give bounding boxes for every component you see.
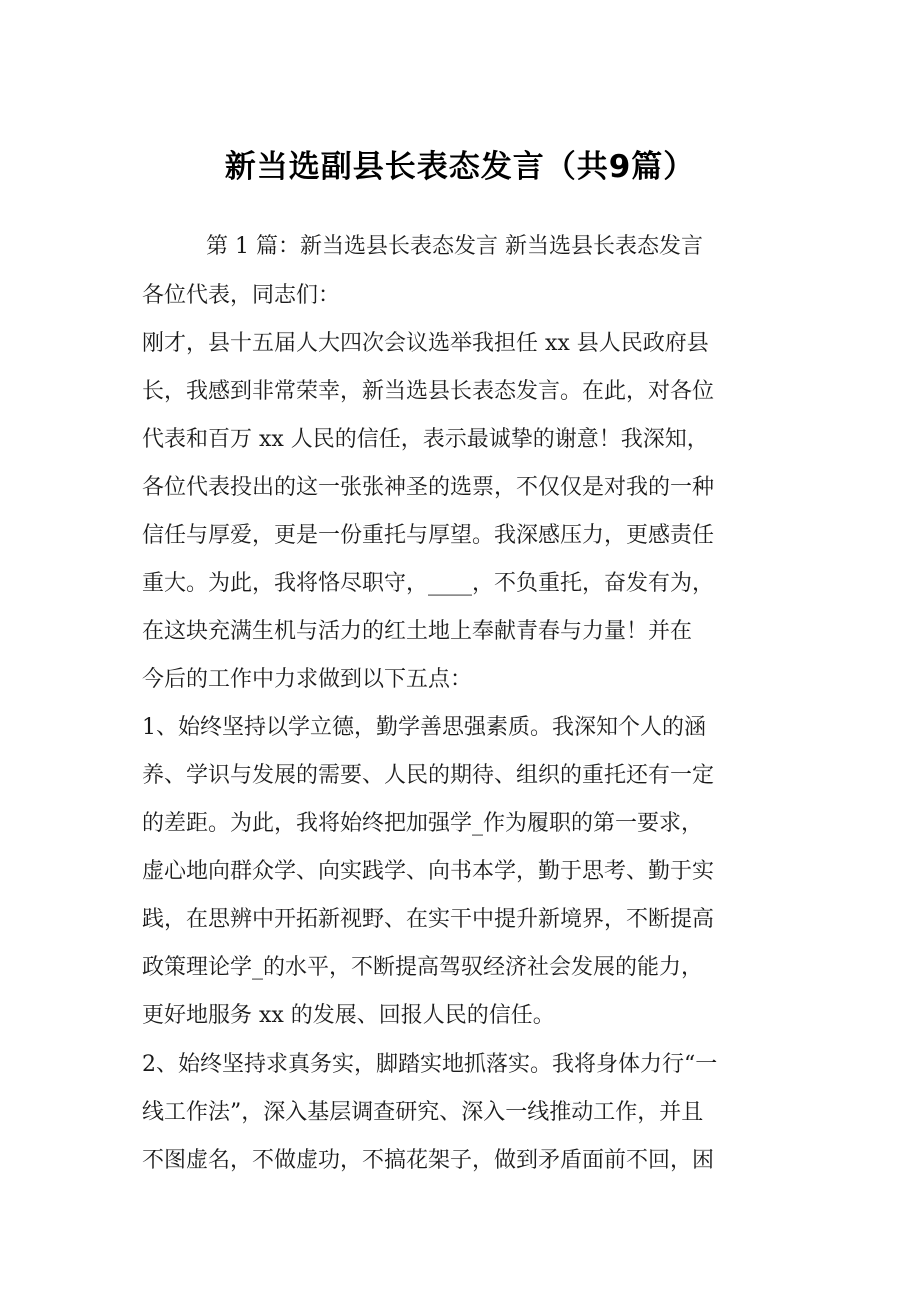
paragraph-line: 养、学识与发展的需要、人民的期待、组织的重托还有一定 <box>142 763 715 788</box>
paragraph-line: 线工作法”，深入基层调查研究、深入一线推动工作，并且 <box>142 1100 704 1125</box>
paragraph-line: 刚才，县十五届人大四次会议选举我担任 xx 县人民政府县 <box>142 331 709 356</box>
paragraph-line: 长，我感到非常荣幸，新当选县长表态发言。在此，对各位 <box>142 379 715 404</box>
paragraph-line: 更好地服务 xx 的发展、回报人民的信任。 <box>142 1003 555 1028</box>
document-title: 新当选副县长表态发言（共9篇） <box>224 149 696 185</box>
paragraph-line: 代表和百万 xx 人民的信任，表示最诚挚的谢意！我深知， <box>142 427 709 452</box>
paragraph-line: 重大。为此，我将恪尽职守，____，不负重托，奋发有为， <box>142 571 715 596</box>
paragraph-line: 虚心地向群众学、向实践学、向书本学，勤于思考、勤于实 <box>142 859 715 884</box>
paragraph-line: 1、始终坚持以学立德，勤学善思强素质。我深知个人的涵 <box>142 715 706 740</box>
paragraph-line: 第 1 篇：新当选县长表态发言 新当选县长表态发言 <box>206 234 703 259</box>
paragraph-line: 今后的工作中力求做到以下五点： <box>142 667 473 692</box>
paragraph-line: 践，在思辨中开拓新视野、在实干中提升新境界，不断提高 <box>142 907 715 932</box>
paragraph-line: 各位代表，同志们： <box>142 283 341 308</box>
paragraph-line: 不图虚名，不做虚功，不搞花架子，做到矛盾面前不回，困 <box>142 1148 715 1173</box>
paragraph-line: 各位代表投出的这一张张神圣的选票，不仅仅是对我的一种 <box>142 475 715 500</box>
paragraph-line: 的差距。为此，我将始终把加强学_作为履职的第一要求， <box>142 811 704 836</box>
paragraph-line: 政策理论学_的水平，不断提高驾驭经济社会发展的能力， <box>142 955 704 980</box>
paragraph-line: 在这块充满生机与活力的红土地上奉献青春与力量！并在 <box>142 619 693 644</box>
paragraph-line: 信任与厚爱，更是一份重托与厚望。我深感压力，更感责任 <box>142 523 715 548</box>
paragraph-line: 2、始终坚持求真务实，脚踏实地抓落实。我将身体力行“一 <box>142 1052 718 1077</box>
